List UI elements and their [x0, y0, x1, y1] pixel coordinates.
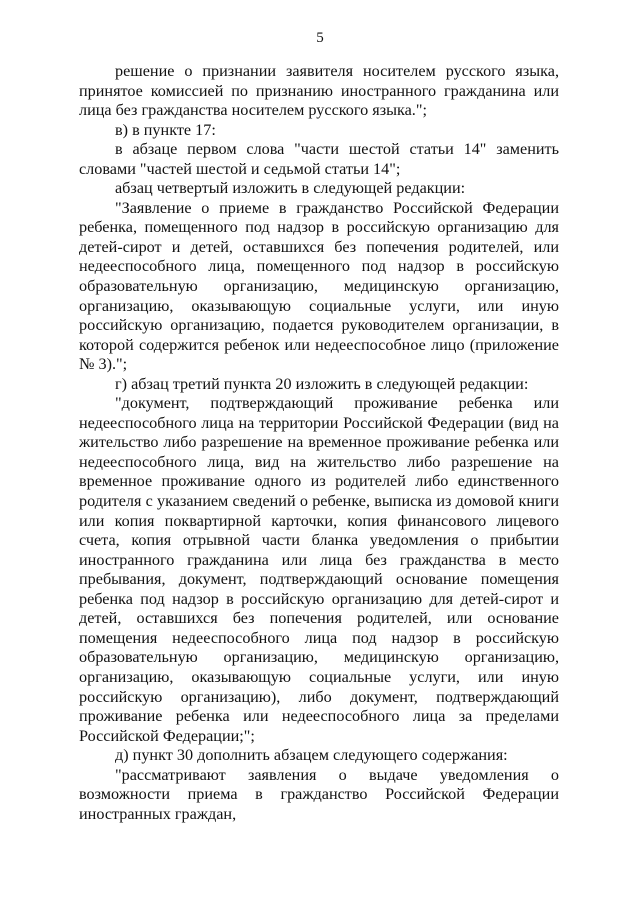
- paragraph-item-v-heading: в) в пункте 17:: [115, 120, 216, 139]
- page-number: 5: [316, 30, 324, 46]
- document-body: [79, 62, 559, 824]
- paragraph-replace-words: в абзаце первом слова "части шестой статьи 14" заменить словами "частей шестой и седьмой статьи 14";: [79, 140, 559, 178]
- paragraph-application-text: "Заявление о приеме в гражданство Российской Федерации ребенка, помещенного под надзор в российскую организацию для детей-сирот и детей, оставшихся без попечения родителей, или недееспособного лица, помещенного под надзор в российскую образовательную организацию, медицинскую организацию, организацию, оказывающую социальные услуги, или иную российскую организацию, подается руководителем организации, в которой содержится ребенок или недееспособное лицо (приложение № 3).";: [79, 198, 559, 374]
- paragraph-residence-document: "документ, подтверждающий проживание ребенка или недееспособного лица на территории Российской Федерации (вид на жительство либо разрешение на временное проживание ребенка или недееспособного лица, вид на жительство либо разрешение на временное проживание одного из родителей либо единственного родителя с указанием сведений о ребенке, выписка из домовой книги или копия поквартирной карточки, копия финансового лицевого счета, копия отрывной части бланка уведомления о прибытии иностранного гражданина или лица без гражданства в место пребывания, документ, подтверждающий основание помещения ребенка под надзор в российскую организацию для детей-сирот и детей, оставшихся без попечения родителей, или основание помещения недееспособного лица под надзор в российскую образовательную организацию, медицинскую организацию, организацию, оказывающую социальные услуги, или иную российскую организацию), либо документ, подтверждающий проживание ребенка или недееспособного лица за пределами Российской Федерации;";: [79, 394, 559, 745]
- paragraph-fourth-abzac-heading: абзац четвертый изложить в следующей редакции:: [115, 179, 466, 198]
- paragraph-item-d-heading: д) пункт 30 дополнить абзацем следующего содержания:: [115, 746, 508, 765]
- paragraph-native-speaker-decision: решение о признании заявителя носителем русского языка, принятое комиссией по признанию иностранного гражданина или лица без гражданства носителем русского языка.";: [79, 62, 559, 120]
- paragraph-item-g-heading: г) абзац третий пункта 20 изложить в следующей редакции:: [115, 374, 529, 393]
- paragraph-review-applications: "рассматривают заявления о выдаче уведомления о возможности приема в гражданство Российской Федерации иностранных граждан,: [79, 765, 559, 823]
